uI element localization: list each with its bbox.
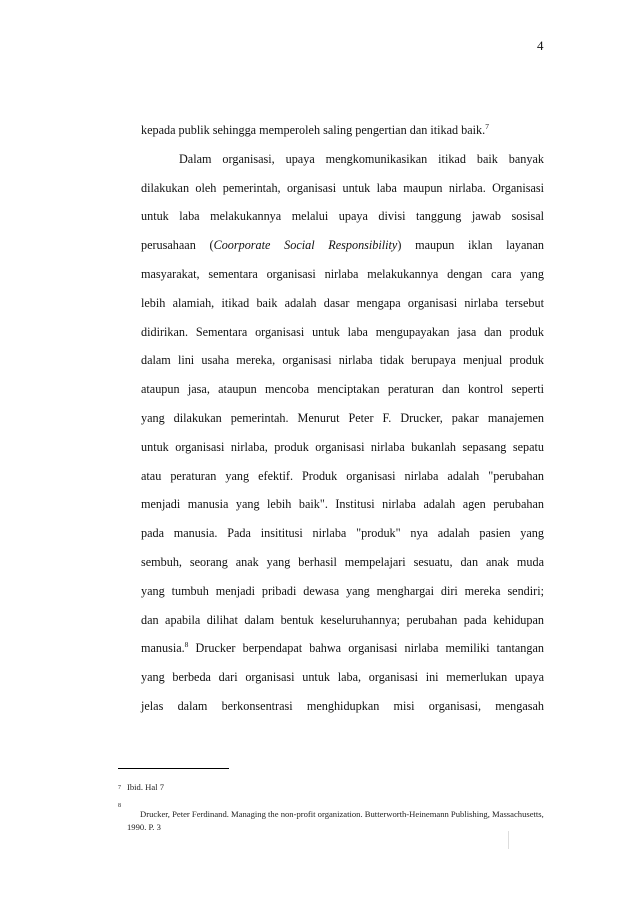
- paragraph-line: atau peraturan yang efektif. Produk organisasi nirlaba adalah "perubahan: [141, 468, 544, 483]
- paragraph-line: pada manusia. Pada insititusi nirlaba "produk" nya adalah pasien yang: [141, 526, 544, 541]
- paragraph-text: manusia.: [141, 641, 185, 656]
- paragraph-text: perusahaan (: [141, 238, 214, 253]
- paragraph-line: untuk laba melakukannya melalui upaya divisi tanggung jawab sosisal: [141, 209, 544, 224]
- paragraph-line-with-term: [141, 231, 544, 260]
- paragraph-line: dan apabila dilihat dalam bentuk keseluruhannya; perubahan pada kehidupan: [141, 612, 544, 627]
- footnote-text: Ibid. Hal 7: [127, 782, 164, 792]
- paragraph-text: ) maupun iklan layanan: [397, 238, 544, 253]
- page-number: 4: [537, 38, 544, 53]
- footnote-number: 8: [118, 803, 121, 809]
- footnote-number: 7: [118, 785, 121, 791]
- footnote-reference-8: 8: [184, 640, 189, 650]
- paragraph-line: dilakukan oleh pemerintah, organisasi untuk laba maupun nirlaba. Organisasi: [141, 180, 544, 195]
- paragraph-line: yang tumbuh menjadi pribadi dewasa yang menghargai diri mereka sendiri;: [141, 583, 544, 598]
- paragraph-first-line: [141, 116, 544, 145]
- paragraph-line: lebih alamiah, itikad baik adalah dasar mengapa organisasi nirlaba tersebut: [141, 295, 544, 310]
- paragraph-line: Dalam organisasi, upaya mengkomunikasikan itikad baik banyak: [179, 151, 544, 166]
- paragraph-line: dalam lini usaha mereka, organisasi nirlaba tidak berupaya menjual produk: [141, 353, 544, 368]
- body-text: [141, 116, 544, 721]
- italic-term: Coorporate Social Responsibility: [213, 238, 398, 253]
- paragraph-line: sembuh, seorang anak yang berhasil mempelajari sesuatu, dan anak muda: [141, 554, 544, 569]
- paragraph-line: yang dilakukan pemerintah. Menurut Peter F. Drucker, pakar manajemen: [141, 410, 544, 425]
- paragraph-line: jelas dalam berkonsentrasi menghidupkan misi organisasi, mengasah: [141, 698, 544, 713]
- paragraph-line: didirikan. Sementara organisasi untuk laba mengupayakan jasa dan produk: [141, 324, 544, 339]
- paragraph-text: Drucker berpendapat bahwa organisasi nirlaba memiliki tantangan: [188, 641, 544, 656]
- paragraph-line-with-reference: [141, 634, 544, 663]
- paragraph-line: ataupun jasa, ataupun mencoba menciptakan peraturan dan kontrol seperti: [141, 382, 544, 397]
- footnote-reference-7: 7: [485, 122, 489, 131]
- paragraph-line: untuk organisasi nirlaba, produk organisasi nirlaba bukanlah sepasang sepatu: [141, 439, 544, 454]
- footnote-text: Drucker, Peter Ferdinand. Managing the non-profit organization. Butterworth-Heinemann Publishing, Massachusetts,: [140, 809, 544, 819]
- paragraph-text: kepada publik sehingga memperoleh saling pengertian dan itikad baik.: [141, 123, 486, 137]
- paragraph-line: menjadi manusia yang lebih baik". Institusi nirlaba adalah agen perubahan: [141, 497, 544, 512]
- paragraph-line: yang berbeda dari organisasi untuk laba, organisasi ini memerlukan upaya: [141, 670, 544, 685]
- footnote-text-continued: 1990. P. 3: [127, 822, 161, 832]
- margin-mark: [508, 831, 509, 849]
- footnote-separator: [118, 768, 229, 769]
- paragraph-line: masyarakat, sementara organisasi nirlaba melakukannya dengan cara yang: [141, 266, 544, 281]
